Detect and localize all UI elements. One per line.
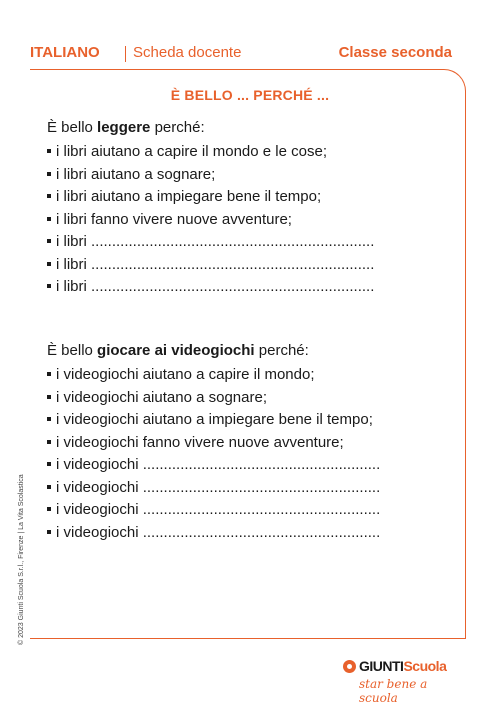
logo-name-b: Scuola bbox=[403, 658, 447, 674]
section-videogames bbox=[47, 342, 380, 546]
subject-label: ITALIANO bbox=[30, 44, 100, 61]
worksheet-title: È BELLO ... PERCHÉ ... bbox=[170, 87, 330, 103]
list-item-text: i videogiochi ......................................................... bbox=[56, 456, 381, 473]
doc-type-label: Scheda docente bbox=[133, 44, 242, 61]
header-separator bbox=[125, 46, 126, 62]
bullet-icon bbox=[47, 485, 51, 489]
bullet-icon bbox=[47, 172, 51, 176]
intro-text: È bello bbox=[47, 342, 98, 359]
class-label: Classe seconda bbox=[338, 44, 452, 61]
list-item bbox=[47, 143, 374, 166]
publisher-logo bbox=[343, 658, 453, 705]
list-item-text: i libri .................................................................... bbox=[56, 255, 375, 273]
list-item-text: i libri aiutano a capire il mondo e le cose; bbox=[56, 143, 327, 160]
list-item bbox=[47, 411, 380, 434]
bullet-icon bbox=[47, 440, 51, 444]
list-item-text: i videogiochi ......................................................... bbox=[56, 501, 381, 518]
intro-keyword: leggere bbox=[97, 119, 151, 136]
bullet-icon bbox=[47, 462, 51, 466]
copyright-note: © 2023 Giunti Scuola S.r.l., Firenze | La Vita Scolastica bbox=[18, 474, 25, 645]
intro-text: È bello bbox=[47, 119, 98, 136]
logo-name bbox=[359, 658, 446, 674]
list-item bbox=[47, 211, 374, 234]
bullet-icon bbox=[47, 149, 51, 153]
fill-in-line bbox=[47, 233, 374, 256]
section-reading bbox=[47, 119, 374, 301]
list-item-text: i libri .................................................................... bbox=[56, 278, 375, 295]
list-item-text: i libri aiutano a sognare; bbox=[56, 165, 216, 183]
bullet-icon bbox=[47, 194, 51, 198]
list-item-text: i videogiochi ......................................................... bbox=[56, 478, 381, 496]
bullet-icon bbox=[47, 262, 51, 266]
giunti-logo-icon bbox=[343, 660, 356, 673]
list-item bbox=[47, 166, 374, 189]
list-item bbox=[47, 366, 380, 389]
list-item-text: i videogiochi ......................................................... bbox=[56, 523, 381, 541]
list-item bbox=[47, 389, 380, 412]
bullet-icon bbox=[47, 239, 51, 243]
list-item-text: i videogiochi fanno vivere nuove avventure; bbox=[56, 433, 344, 451]
page-header bbox=[30, 44, 452, 66]
bullet-icon bbox=[47, 217, 51, 221]
section-intro bbox=[47, 342, 380, 366]
bullet-icon bbox=[47, 372, 51, 376]
bullet-icon bbox=[47, 417, 51, 421]
fill-in-line bbox=[47, 456, 380, 479]
list-item-text: i libri aiutano a impiegare bene il tempo; bbox=[56, 188, 322, 205]
intro-text: perché: bbox=[150, 119, 205, 136]
bullet-icon bbox=[47, 530, 51, 534]
list-item-text: i libri fanno vivere nuove avventure; bbox=[56, 210, 292, 228]
fill-in-line bbox=[47, 501, 380, 524]
list-item-text: i libri .................................................................... bbox=[56, 233, 375, 250]
fill-in-line bbox=[47, 524, 380, 547]
fill-in-line bbox=[47, 278, 374, 301]
logo-tagline: star bene a scuola bbox=[359, 677, 428, 705]
list-item bbox=[47, 188, 374, 211]
logo-name-a: GIUNTI bbox=[359, 658, 404, 674]
bullet-icon bbox=[47, 284, 51, 288]
list-item bbox=[47, 434, 380, 457]
intro-keyword: giocare ai videogiochi bbox=[97, 342, 255, 359]
intro-text: perché: bbox=[254, 342, 309, 359]
list-item-text: i videogiochi aiutano a capire il mondo; bbox=[56, 366, 315, 383]
list-item-text: i videogiochi aiutano a sognare; bbox=[56, 388, 267, 406]
section-intro bbox=[47, 119, 374, 143]
bullet-icon bbox=[47, 395, 51, 399]
bullet-icon bbox=[47, 507, 51, 511]
fill-in-line bbox=[47, 256, 374, 279]
list-item-text: i videogiochi aiutano a impiegare bene il tempo; bbox=[56, 411, 373, 428]
fill-in-line bbox=[47, 479, 380, 502]
